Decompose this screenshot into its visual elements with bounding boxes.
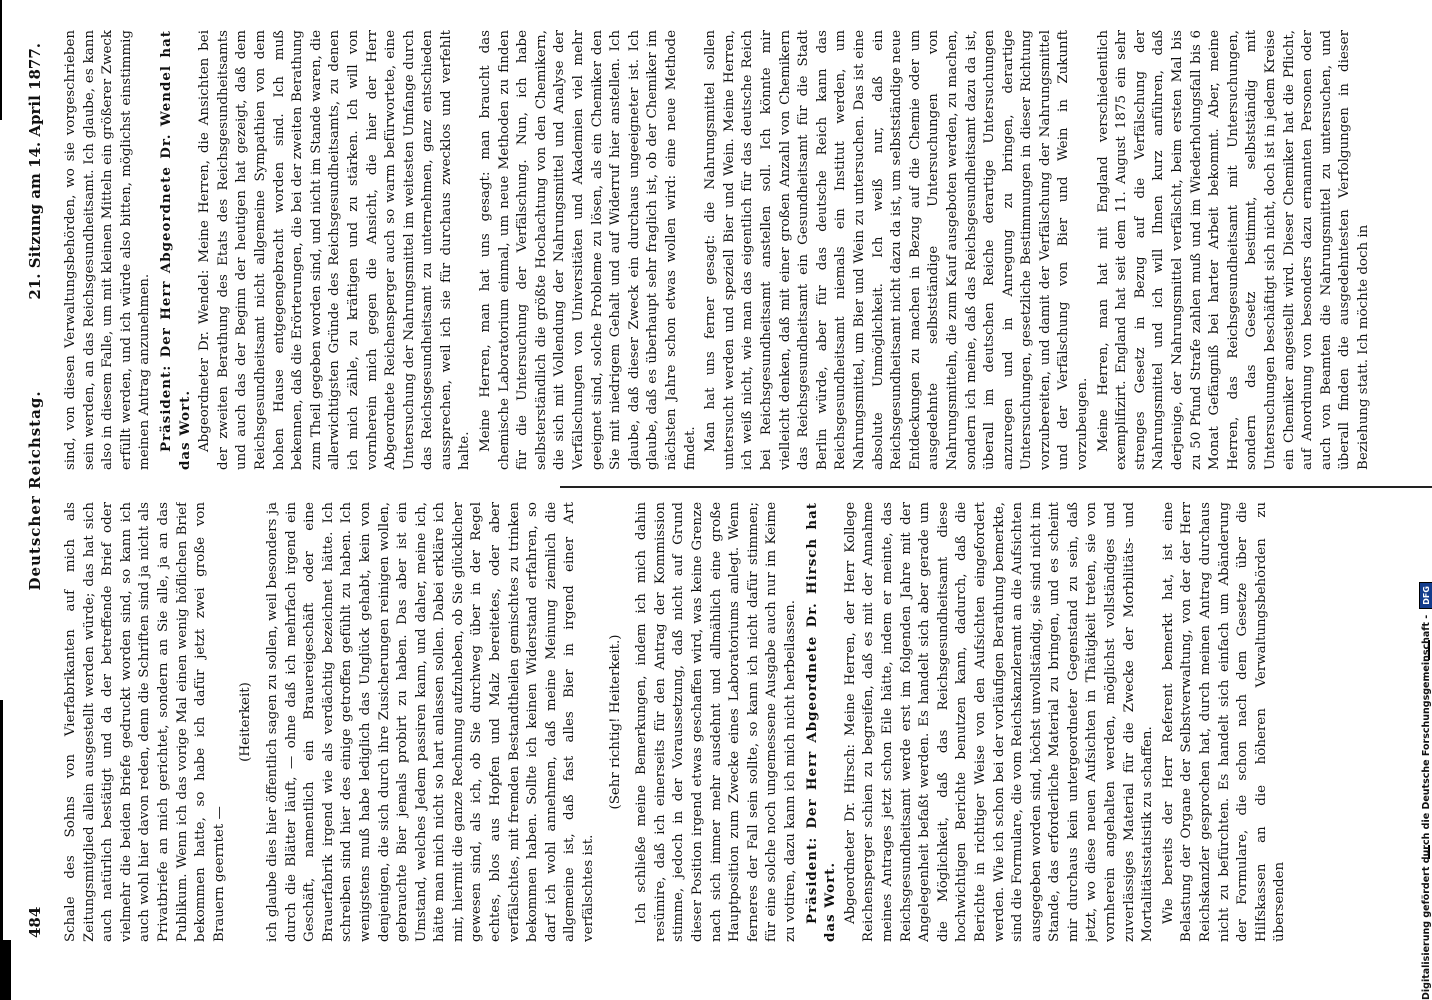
speaker-paragraph: Präsident: Der Herr Abgeordnete Dr. Wendel hat das Wort. [157, 30, 193, 470]
paragraph: ich glaube dies hier öffentlich sagen zu sollen, weil besonders ja durch die Blätter läuft, — ohne daß ich mehrfach irgend ein Geschäft, namentlich ein Brauereigeschäft oder eine Brauerfabrik irgend wie als verdächtig bezeichnet hätte. Ich schreiben sind hier des einige getroffen gefühlt zu haben. Ich wenigstens muß habe lediglich das Unglück gehabt, kein von denjenigen, die sich durch ihre Zusicherungen reinigen wollen, gebrauchte Bier jemals probirt zu haben. Das aber ist ein Umstand, welches Jedem passiren kann, und daher, meine ich, hätte man mich nicht so hart anlassen sollen. Dabei erkläre ich mir, hiermit die ganze Rechnung aufzuheben, ob Sie glücklicher gewesen sind, als ich, ob Sie durchweg über in der Regel echtes, blos aus Hopfen und Malz bereitetes, oder aber verfälschtes, mit fremden Bestandtheilen gemischtes zu trinken bekommen haben. Sollte ich keinen Widerstand erfahren, so darf ich wohl annehmen, daß meine Meinung ziemlich die allgemeine ist, daß fast alles Bier in irgend einer Art verfälschtes ist. [264, 502, 597, 942]
running-title: Deutscher Reichstag. [26, 390, 44, 591]
session-info: 21. Sitzung am 14. April 1877. [26, 43, 44, 300]
running-header [22, 43, 48, 938]
scan-edge-artifact [0, 0, 2, 120]
credit-text: Digitalisierung gefördert durch die Deutsche Forschungsgemeinschaft - [1421, 614, 1432, 1000]
stage-direction: (Heiterkeit) [238, 682, 254, 762]
paragraph: Meine Herren, man hat uns gesagt: man braucht das chemische Laboratorium einmal, um neue Methoden zu finden für die Untersuchung der Verfälschung. Nun, ich habe selbsterständlich die größte Hochachtung von den Chemikern, die sich mit Vollendung der Nahrungsmittel und Analyse der Verfälschungen von Universitäten und Akademien viel mehr geeignet sind, solche Probleme zu lösen, als ein Chemiker den Sie mit niedrigem Gehalt und auf Widerruf hier anstellen. Ich glaube, daß dieser Zweck ein durchaus ungeeigneter ist. Ich glaube, daß es überhaupt sehr fraglich ist, ob der Chemiker im nächsten Jahre schon etwas wollen wird: eine neue Methode findet. [478, 30, 698, 470]
right-column [62, 30, 1382, 470]
dfg-logo: DFG [1419, 582, 1432, 609]
stage-direction: (Sehr richtig! Heiterkeit.) [607, 634, 623, 810]
speaker-paragraph: Präsident: Der Herr Abgeordnete Dr. Hirsch hat das Wort. [803, 502, 839, 942]
paragraph: Man hat uns ferner gesagt: die Nahrungsmittel sollen untersucht werden und speziell Bier und Wein. Meine Herren, ich weiß nicht, wie man das eigentlich für das deutsche Reich bei Reichsgesundheitsamt anstellen soll. Ich könnte mir vielleicht denken, daß mit einer großen Anzahl von Chemikern das Reichsgesundheitsamt ein Gesundheitsamt für die Stadt Berlin würde, aber für das deutsche Reich kann das Reichsgesundheitsamt niemals ein Institut werden, um Nahrungsmittel, um Bier und Wein zu untersuchen. Das ist eine absolute Unmöglichkeit. Ich weiß nur, daß ein Reichsgesundheitsamt nicht dazu da ist, um selbstständige neue Entdeckungen zu machen in Bezug auf die Chemie oder um ausgedehnte selbstständige Untersuchungen von Nahrungsmitteln, die zum Kauf ausgeboten werden, zu machen, sondern ich meine, daß das Reichsgesundheitsamt dazu da ist, überall im deutschen Reiche derartige Untersuchungen anzuregen und in Anregung zu bringen, derartige Untersuchungen, gesetzliche Bestimmungen in dieser Richtung vorzubereiten, und damit der Verfälschung der Nahrungsmittel und der Verfälschung von Bier und Wein in Zukunft vorzubeugen. [703, 30, 1091, 470]
paragraph: Abgeordneter Dr. Hirsch: Meine Herren, der Herr Kollege Reichensperger schien zu begreifen, daß es mit der Annahme meines Antrages jetzt schon Eile hätte, indem er meinte, das Reichsgesundheitsamt werde erst im folgenden Jahre mit der Angelegenheit befaßt werden. Es handelt sich aber gerade um die Möglichkeit, daß das Reichsgesundheitsamt diese hochwichtigen Berichte benutzen kann, dadurch, daß die Berichte in richtiger Weise von den Aufsichten eingefordert werden. Wie ich schon bei der vorläufigen Berathung bemerkte, sind die Formulare, die vom Reichskanzleramt an die Aufsichten ausgegeben worden sind, höchst unvollständig, sie sind nicht im Stande, das erforderliche Material zu bringen, und es scheint mir durchaus kein untergeordneter Gegenstand zu sein, daß jetzt, wo diese neuen Aufsichten in Thätigkeit treten, sie von vornherein angehalten werden, möglichst vollständiges und zuverlässiges Material für die Zwecke der Morbilitäts- und Mortalitätsstatistik zu schaffen. [842, 502, 1156, 942]
page-number: 484 [26, 906, 44, 938]
paragraph: sind, von diesen Verwaltungsbehörden, wo sie vorgeschrieben sein werden, an das Reichsgesundheitsamt. Ich glaube, es kann also in diesem Falle, um mit kleinen Mitteln ein größerer Zweck erfüllt werden, und ich würde also bitten, möglichst einstimmig meinen Antrag anzunehmen. [63, 30, 153, 470]
paragraph: Abgeordneter Dr. Wendel: Meine Herren, die Ansichten bei der zweiten Berathung des Etats des Reichsgesundheitsamts und auch das der Beginn der heutigen hat gezeigt, daß dem Reichsgesundheitsamt nicht allgemeine Sympathien von dem hohen Hause entgegengebracht worden sind. Ich muß bekennen, daß die Erörterungen, die bei der zweiten Berathung zum Theil gegeben worden sind, und nicht im Stande waren, die allerwichtigsten Gründe des Reichsgesundheitsamts, zu denen ich mich zähle, zu kräftigen und zu stärken. Ich will von vornherein mich gegen die Ansicht, die hier der Herr Abgeordnete Reichensperger auch so warm befürwortete, eine Untersuchung der Nahrungsmittel im weitesten Umfange durch das Reichsgesundheitsamt zu unternehmen, ganz entschieden aussprechen, weil ich sie für durchaus zwecklos und verfehlt halte. [197, 30, 473, 470]
left-column [62, 502, 1382, 942]
scan-edge-artifact [3, 940, 11, 1000]
paragraph: Ich schließe meine Bemerkungen, indem ich mich dahin resümire, daß ich einerseits für den Antrag der Kommission stimme, jedoch in der Voraussetzung, daß nicht auf Grund dieser Position irgend etwas geschaffen wird, was keine Grenze nach sich immer mehr ausdehnt und allmählich eine große Hauptposition zum Zwecke eines Laboratoriums anlegt. Wenn ferneres der Fall sein sollte, so kann ich nicht dafür stimmen; für eine solche noch ungemessene Ausgabe auch nur im Keime zu votiren, dazu kann ich mich nicht herbeilassen. [634, 502, 798, 942]
paragraph: Schale des Sohns von Vierfabrikanten auf mich als Zeitungsmitglied allein ausgestellt werden würde; das hat sich auch natürlich bestätigt und da der betreffende Brief oder vielmehr die beiden Briefe gedruckt worden sind, so kann ich auch wohl hier davon reden, denn die Schriften sind ja nicht als Privatbriefe an mich gerichtet, sondern an Sie alle, ja an das Publikum. Wenn ich das vorige Mal einen wenig höflichen Brief bekommen hatte, so habe ich dafür jetzt zwei große von Brauern geerntet — [63, 502, 227, 942]
paragraph: Wie bereits der Herr Referent bemerkt hat, ist eine Belastung der Organe der Selbstverwaltung, von der der Herr Reichskanzler gesprochen hat, durch meinen Antrag durchaus nicht zu befürchten. Es handelt sich einfach um Abänderung der Formulare, die schon nach dem Gesetze über die Hilfskassen an die höheren Verwaltungsbehörden zu übersenden [1160, 502, 1288, 942]
digitization-credit [1419, 0, 1432, 1000]
column-divider [560, 486, 1432, 488]
paragraph: Meine Herren, man hat mit England verschiedentlich exemplifizirt. England hat seit dem 11. August 1875 ein sehr strenges Gesetz in Bezug auf die Verfälschung der Nahrungsmittel und ich will Ihnen kurz anführen, daß derjenige, der Nahrungsmittel verfälscht, beim ersten Mal bis zu 50 Pfund Strafe zahlen muß und im Wiederholungsfall bis 6 Monat Gefängniß bei harter Arbeit bekommt. Aber, meine Herren, das Reichsgesundheitsamt mit Untersuchungen, sondern das Gesetz bestimmt, selbstständig mit Untersuchungen beschäftigt sich nicht, doch ist in jedem Kreise ein Chemiker angestellt wird. Dieser Chemiker hat die Pflicht, auf Anordnung von besonders dazu ernannten Personen oder auch von Beamten die Nahrungsmittel zu untersuchen, und überall finden die ausgedehntesten Verfolgungen in dieser Beziehung statt. Ich möchte doch in [1095, 30, 1371, 470]
